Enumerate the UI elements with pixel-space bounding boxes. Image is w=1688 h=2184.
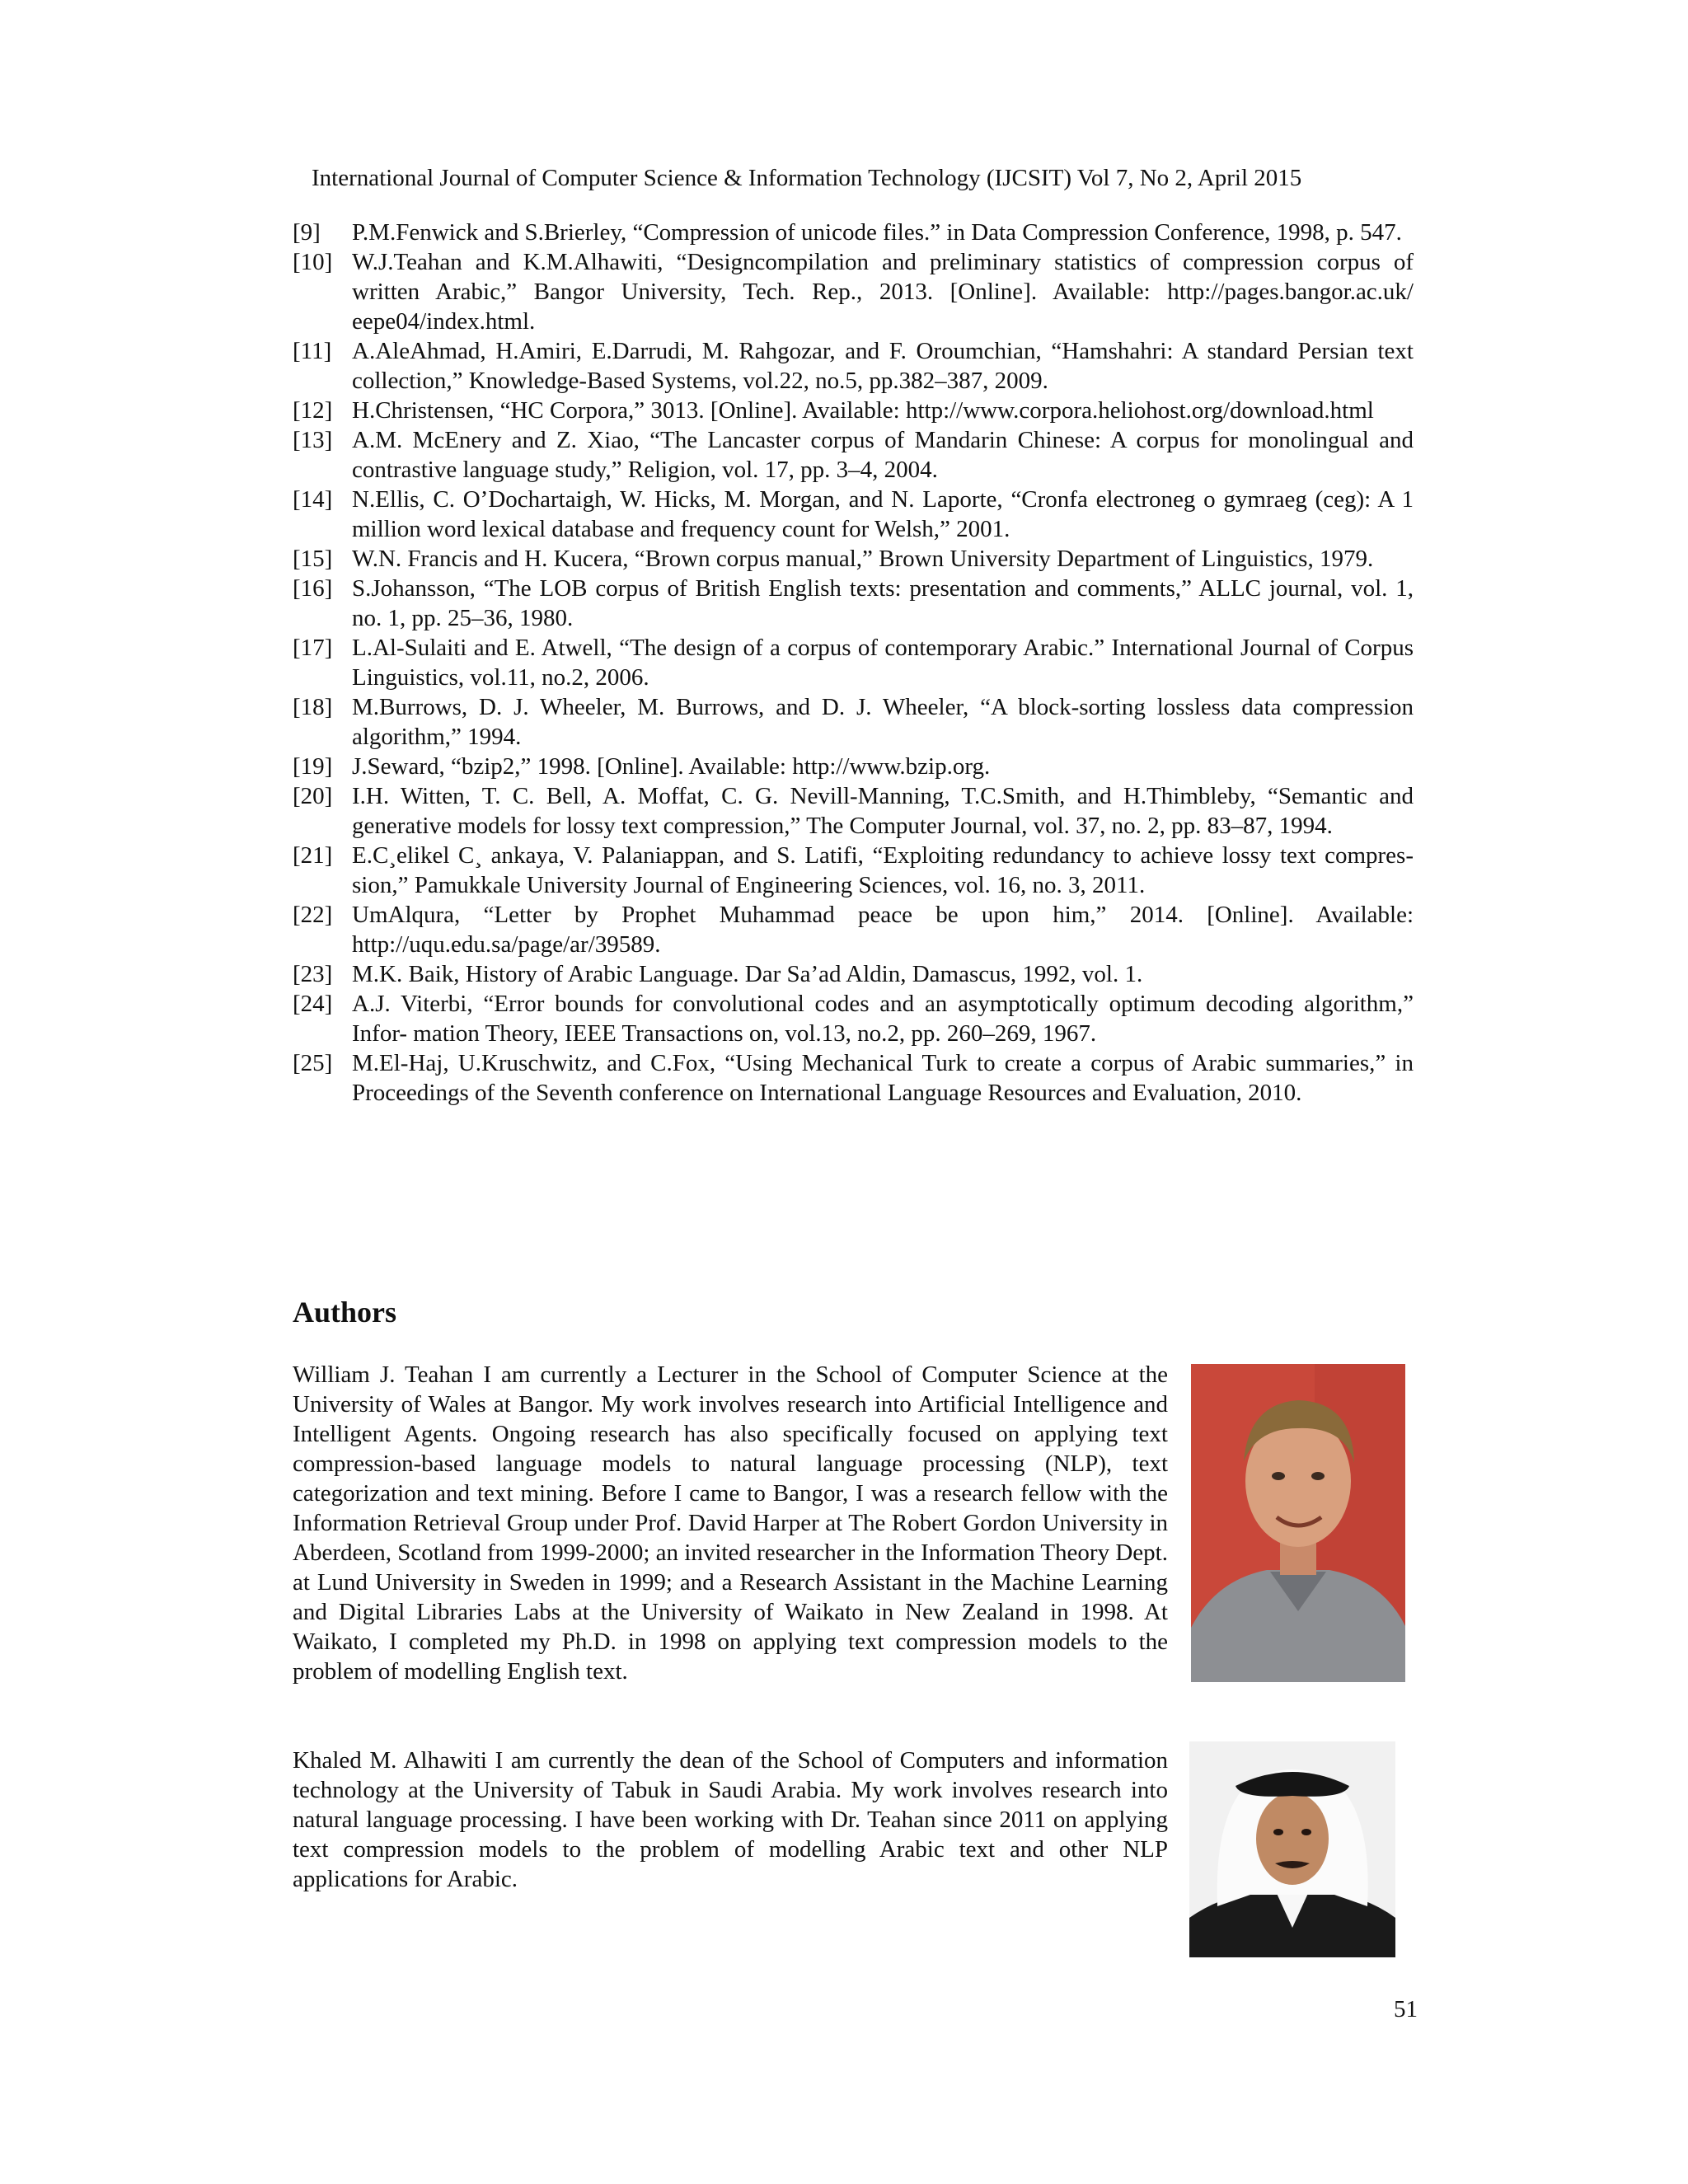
reference-text: N.Ellis, C. O’Dochartaigh, W. Hicks, M. Morgan, and N. Laporte, “Cronfa electroneg o gymraeg (ceg): A 1 million word lexical database and frequency count for Welsh,” 2001.: [352, 486, 1414, 542]
reference-text: A.AleAhmad, H.Amiri, E.Darrudi, M. Rahgozar, and F. Oroumchian, “Hamshahri: A standard Persian text collection,” Knowledge-Based Systems, vol.22, no.5, pp.382–387, 2009.: [352, 338, 1414, 394]
reference-text: M.Burrows, D. J. Wheeler, M. Burrows, and D. J. Wheeler, “A block-sorting lossless data compression algorithm,” 1994.: [352, 694, 1414, 750]
reference-number: [16]: [293, 575, 333, 602]
reference-number: [20]: [293, 783, 333, 809]
reference-item: [293, 247, 1414, 336]
reference-item: [293, 959, 1414, 989]
reference-number: [11]: [293, 338, 332, 364]
reference-item: [293, 218, 1414, 247]
reference-text: S.Johansson, “The LOB corpus of British English texts: presentation and comments,” ALLC journal, vol. 1, no. 1, pp. 25–36, 1980.: [352, 575, 1414, 631]
page-number: 51: [1394, 1996, 1418, 2022]
reference-item: [293, 425, 1414, 485]
reference-text: P.M.Fenwick and S.Brierley, “Compression of unicode files.” in Data Compression Conference, 1998, p. 547.: [352, 219, 1402, 246]
reference-number: [24]: [293, 991, 333, 1017]
reference-item: [293, 633, 1414, 692]
reference-item: [293, 574, 1414, 633]
reference-number: [22]: [293, 902, 333, 928]
reference-number: [25]: [293, 1050, 333, 1076]
reference-text: W.N. Francis and H. Kucera, “Brown corpus manual,” Brown University Department of Linguistics, 1979.: [352, 546, 1374, 572]
reference-item: [293, 989, 1414, 1048]
reference-item: [293, 485, 1414, 544]
reference-item: [293, 544, 1414, 574]
authors-heading: Authors: [293, 1296, 397, 1329]
reference-number: [15]: [293, 546, 333, 572]
reference-number: [13]: [293, 427, 333, 453]
reference-number: [12]: [293, 397, 333, 424]
reference-text: M.K. Baik, History of Arabic Language. Dar Sa’ad Aldin, Damascus, 1992, vol. 1.: [352, 961, 1143, 987]
reference-text: L.Al-Sulaiti and E. Atwell, “The design of a corpus of contemporary Arabic.” International Journal of Corpus Linguistics, vol.11, no.2, 2006.: [352, 635, 1414, 691]
reference-text: H.Christensen, “HC Corpora,” 3013. [Online]. Available: http://www.corpora.heliohost.org/download.html: [352, 397, 1374, 424]
reference-item: [293, 396, 1414, 425]
reference-number: [14]: [293, 486, 333, 513]
author-photo-alhawiti: [1189, 1741, 1395, 1957]
reference-text: I.H. Witten, T. C. Bell, A. Moffat, C. G. Nevill-Manning, T.C.Smith, and H.Thimbleby, “Semantic and generative models for lossy text compression,” The Computer Journal, vol. 37, no. 2, pp. 83–87, 1994.: [352, 783, 1414, 839]
reference-number: [21]: [293, 842, 333, 869]
reference-text: M.El-Haj, U.Kruschwitz, and C.Fox, “Using Mechanical Turk to create a corpus of Arabic summaries,” in Proceedings of the Seventh conference on International Language Resources and Evaluation, 2010.: [352, 1050, 1414, 1106]
reference-list: [293, 218, 1414, 1108]
reference-text: W.J.Teahan and K.M.Alhawiti, “Designcompilation and preliminary statistics of compression corpus of written Arabic,” Bangor University, Tech. Rep., 2013. [Online]. Available: http://pages.bangor.ac.uk/ eepe04/index.html.: [352, 249, 1414, 335]
reference-text: UmAlqura, “Letter by Prophet Muhammad peace be upon him,” 2014. [Online]. Available: http://uqu.edu.sa/page/ar/39589.: [352, 902, 1414, 958]
running-header: International Journal of Computer Science & Information Technology (IJCSIT) Vol 7, No 2, April 2015: [312, 165, 1302, 191]
reference-item: [293, 781, 1414, 841]
portrait-icon: [1191, 1364, 1405, 1682]
reference-text: E.C¸elikel C¸ ankaya, V. Palaniappan, and S. Latifi, “Exploiting redundancy to achieve lossy text compres- sion,” Pamukkale University Journal of Engineering Sciences, vol. 16, no. 3, 2011.: [352, 842, 1414, 898]
reference-number: [10]: [293, 249, 333, 275]
reference-item: [293, 692, 1414, 752]
reference-number: [9]: [293, 219, 321, 246]
reference-item: [293, 336, 1414, 396]
reference-item: [293, 900, 1414, 959]
reference-number: [17]: [293, 635, 333, 661]
reference-number: [19]: [293, 753, 333, 780]
reference-text: J.Seward, “bzip2,” 1998. [Online]. Available: http://www.bzip.org.: [352, 753, 991, 780]
author-bio-teahan: William J. Teahan I am currently a Lecturer in the School of Computer Science at the University of Wales at Bangor. My work involves research into Artificial Intelligence and Intelligent Agents. Ongoing research has also specifically focused on applying text compression-based language models to natural language processing (NLP), text categorization and text mining. Before I came to Bangor, I was a research fellow with the Information Retrieval Group under Prof. David Harper at The Robert Gordon University in Aberdeen, Scotland from 1999-2000; an invited researcher in the Information Theory Dept. at Lund University in Sweden in 1999; and a Research Assistant in the Machine Learning and Digital Libraries Labs at the University of Waikato in New Zealand in 1998. At Waikato, I completed my Ph.D. in 1998 on applying text compression models to the problem of modelling English text.: [293, 1361, 1168, 1685]
reference-item: [293, 1048, 1414, 1108]
portrait-icon: [1189, 1741, 1395, 1957]
reference-item: [293, 752, 1414, 781]
author-photo-teahan: [1191, 1364, 1405, 1682]
reference-item: [293, 841, 1414, 900]
reference-text: A.M. McEnery and Z. Xiao, “The Lancaster corpus of Mandarin Chinese: A corpus for monolingual and contrastive language study,” Religion, vol. 17, pp. 3–4, 2004.: [352, 427, 1414, 483]
reference-text: A.J. Viterbi, “Error bounds for convolutional codes and an asymptotically optimum decoding algorithm,” Infor- mation Theory, IEEE Transactions on, vol.13, no.2, pp. 260–269, 1967.: [352, 991, 1414, 1047]
author-bio-alhawiti: Khaled M. Alhawiti I am currently the dean of the School of Computers and information technology at the University of Tabuk in Saudi Arabia. My work involves research into natural language processing. I have been working with Dr. Teahan since 2011 on applying text compression models to the problem of modelling Arabic text and other NLP applications for Arabic.: [293, 1747, 1168, 1892]
reference-number: [23]: [293, 961, 333, 987]
reference-number: [18]: [293, 694, 333, 720]
